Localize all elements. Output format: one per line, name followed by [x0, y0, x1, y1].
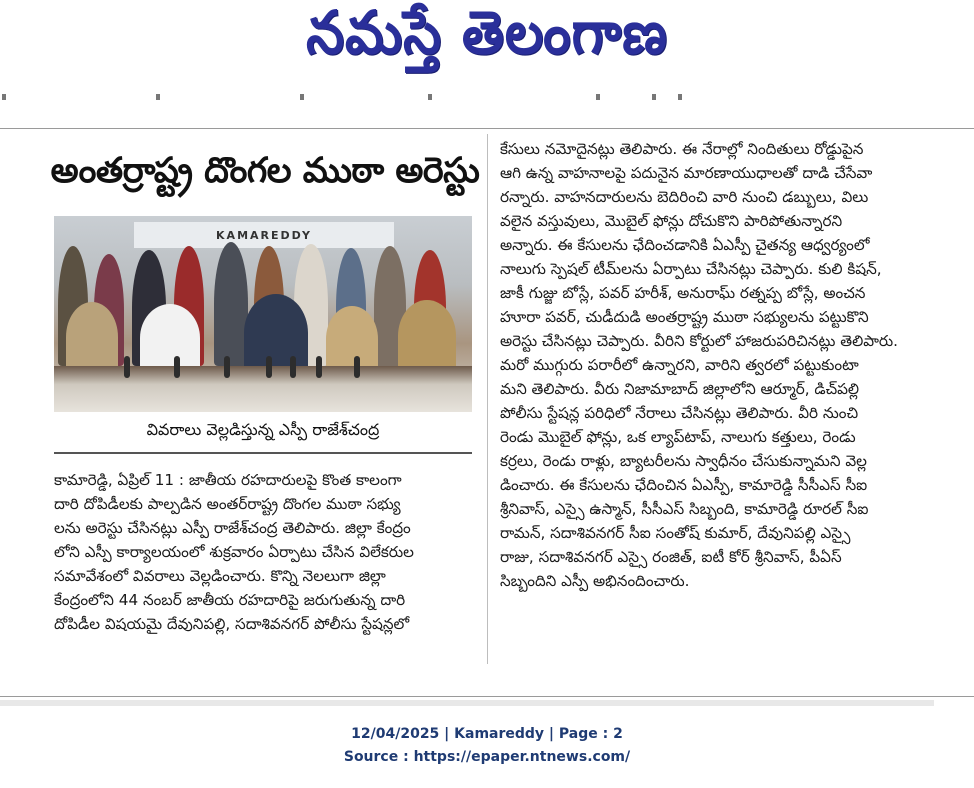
- footer-source-line: Source : https://epaper.ntnews.com/: [343, 749, 631, 765]
- clip-bottom-border: [0, 696, 974, 697]
- article-body-left: [54, 468, 474, 636]
- body-line: ఆగి ఉన్న వాహనాలపై పదునైన మారణాయుధాలతో దాడి చేసేవా: [500, 164, 873, 182]
- column-divider: [487, 134, 488, 664]
- body-line: సిబ్బందిని ఎస్పీ అభినందించారు.: [500, 572, 690, 590]
- body-line: జాకీ గుజ్జు బోస్లే, పవర్ హరీశ్, అనురాఘ్ రత్నప్ప బోస్లే, అంచన: [500, 284, 866, 302]
- photo-banner: KAMAREDDY: [134, 222, 394, 248]
- body-line: కర్రలు, రెండు రాళ్లు, బ్యాటరీలను స్వాధీనం చేసుకున్నామని వెల్ల: [500, 452, 867, 470]
- body-line: శ్రీనివాస్, ఎస్సై ఉస్మాన్, సీసీఎస్ సిబ్బంది, కామారెడ్డి రూరల్ సీఐ: [500, 500, 869, 518]
- press-table: [54, 366, 472, 412]
- body-line: అరెస్టు చేసినట్లు చెప్పారు. వీరిని కోర్టులో హాజరుపరిచినట్లు తెలిపారు.: [500, 332, 898, 350]
- body-line: రామన్, సదాశివనగర్ సీఐ సంతోష్ కుమార్, దేవునిపల్లి ఎస్సై: [500, 524, 851, 542]
- article-headline: అంతర్రాష్ట్ర దొంగల ముఠా అరెస్టు: [50, 151, 480, 191]
- clip-top-border: [0, 128, 974, 129]
- article-photo: [54, 216, 472, 412]
- body-line: కేంద్రంలోని 44 నంబర్ జాతీయ రహదారిపై జరుగుతున్న దారి: [54, 591, 406, 609]
- body-line: కేసులు నమోదైనట్లు తెలిపారు. ఈ నేరాల్లో నిందితులు రోడ్డుపైన: [500, 140, 864, 158]
- body-line: మరో ముగ్గురు పరారీలో ఉన్నారని, వారిని త్వరలో పట్టుకుంటా: [500, 356, 859, 374]
- body-line: డించారు. ఈ కేసులను ఛేదించిన ఏఎస్పీ, కామారెడ్డి సీసీఎస్ సీఐ: [500, 476, 868, 494]
- photo-caption: వివరాలు వెల్లడిస్తున్న ఎస్పీ రాజేశ్‌చంద్ర: [146, 420, 380, 439]
- body-line: దారి దోపిడీలకు పాల్పడిన అంతర్‌రాష్ట్ర దొంగల ముఠా సభ్యు: [54, 495, 401, 513]
- body-line: లోని ఎస్పీ కార్యాలయంలో శుక్రవారం ఏర్పాటు చేసిన విలేకరుల: [54, 543, 414, 561]
- body-line: హూరా పవర్, చుడీదుడి అంతర్రాష్ట్ర ముఠా సభ్యులను పట్టుకొని: [500, 308, 869, 326]
- body-line: దోపిడీల విషయమై దేవునిపల్లి, సదాశివనగర్ పోలీసు స్టేషన్లలో: [54, 615, 410, 633]
- caption-rule: [54, 452, 472, 454]
- body-line: నాలుగు స్పెషల్ టీమ్‌లను ఏర్పాటు చేసినట్లు చెప్పారు. కులి కిషన్,: [500, 260, 882, 278]
- body-line: వలైన వస్తువులు, మొబైల్ ఫోన్లు దోచుకొని పారిపోతున్నారని: [500, 212, 843, 230]
- cut-line: [0, 92, 974, 106]
- masthead-logo: నమస్తే తెలంగాణ: [306, 0, 668, 67]
- body-line: రాజు, సదాశివనగర్ ఎస్సై రంజిత్, ఐటీ కోర్ శ్రీనివాస్, పీఏస్: [500, 548, 842, 566]
- body-line: అన్నారు. ఈ కేసులను ఛేదించడానికి ఏఎస్పీ చైతన్య ఆధ్వర్యంలో: [500, 236, 870, 254]
- body-line: రెండు మొబైల్ ఫోన్లు, ఒక ల్యాప్‌టాప్, నాలుగు కత్తులు, రెండు: [500, 428, 856, 446]
- article-body-right: [500, 137, 930, 593]
- body-line: కామారెడ్డి, ఏప్రిల్ 11 : జాతీయ రహదారులపై కొంత కాలంగా: [54, 471, 402, 489]
- body-line: లను అరెస్టు చేసినట్లు ఎస్పీ రాజేశ్‌చంద్ర తెలిపారు. జిల్లా కేంద్రం: [54, 519, 411, 537]
- body-line: సమావేశంలో వివరాలు వెల్లడించారు. కొన్ని నెలలుగా జిల్లా: [54, 567, 386, 585]
- body-line: మని తెలిపారు. వీరు నిజామాబాద్ జిల్లాలోని ఆర్మూర్, డిచ్‌పల్లి: [500, 380, 860, 398]
- body-line: పోలీసు స్టేషన్ల పరిధిలో నేరాలు చేసినట్లు తెలిపారు. వీరి నుంచి: [500, 404, 859, 422]
- masthead: [0, 0, 974, 80]
- body-line: రన్నారు. వాహనదారులను బెదిరించి వారి నుంచి డబ్బులు, విలు: [500, 188, 869, 206]
- footer-date-line: 12/04/2025 | Kamareddy | Page : 2: [351, 726, 623, 742]
- clip-bottom-shadow: [0, 700, 934, 706]
